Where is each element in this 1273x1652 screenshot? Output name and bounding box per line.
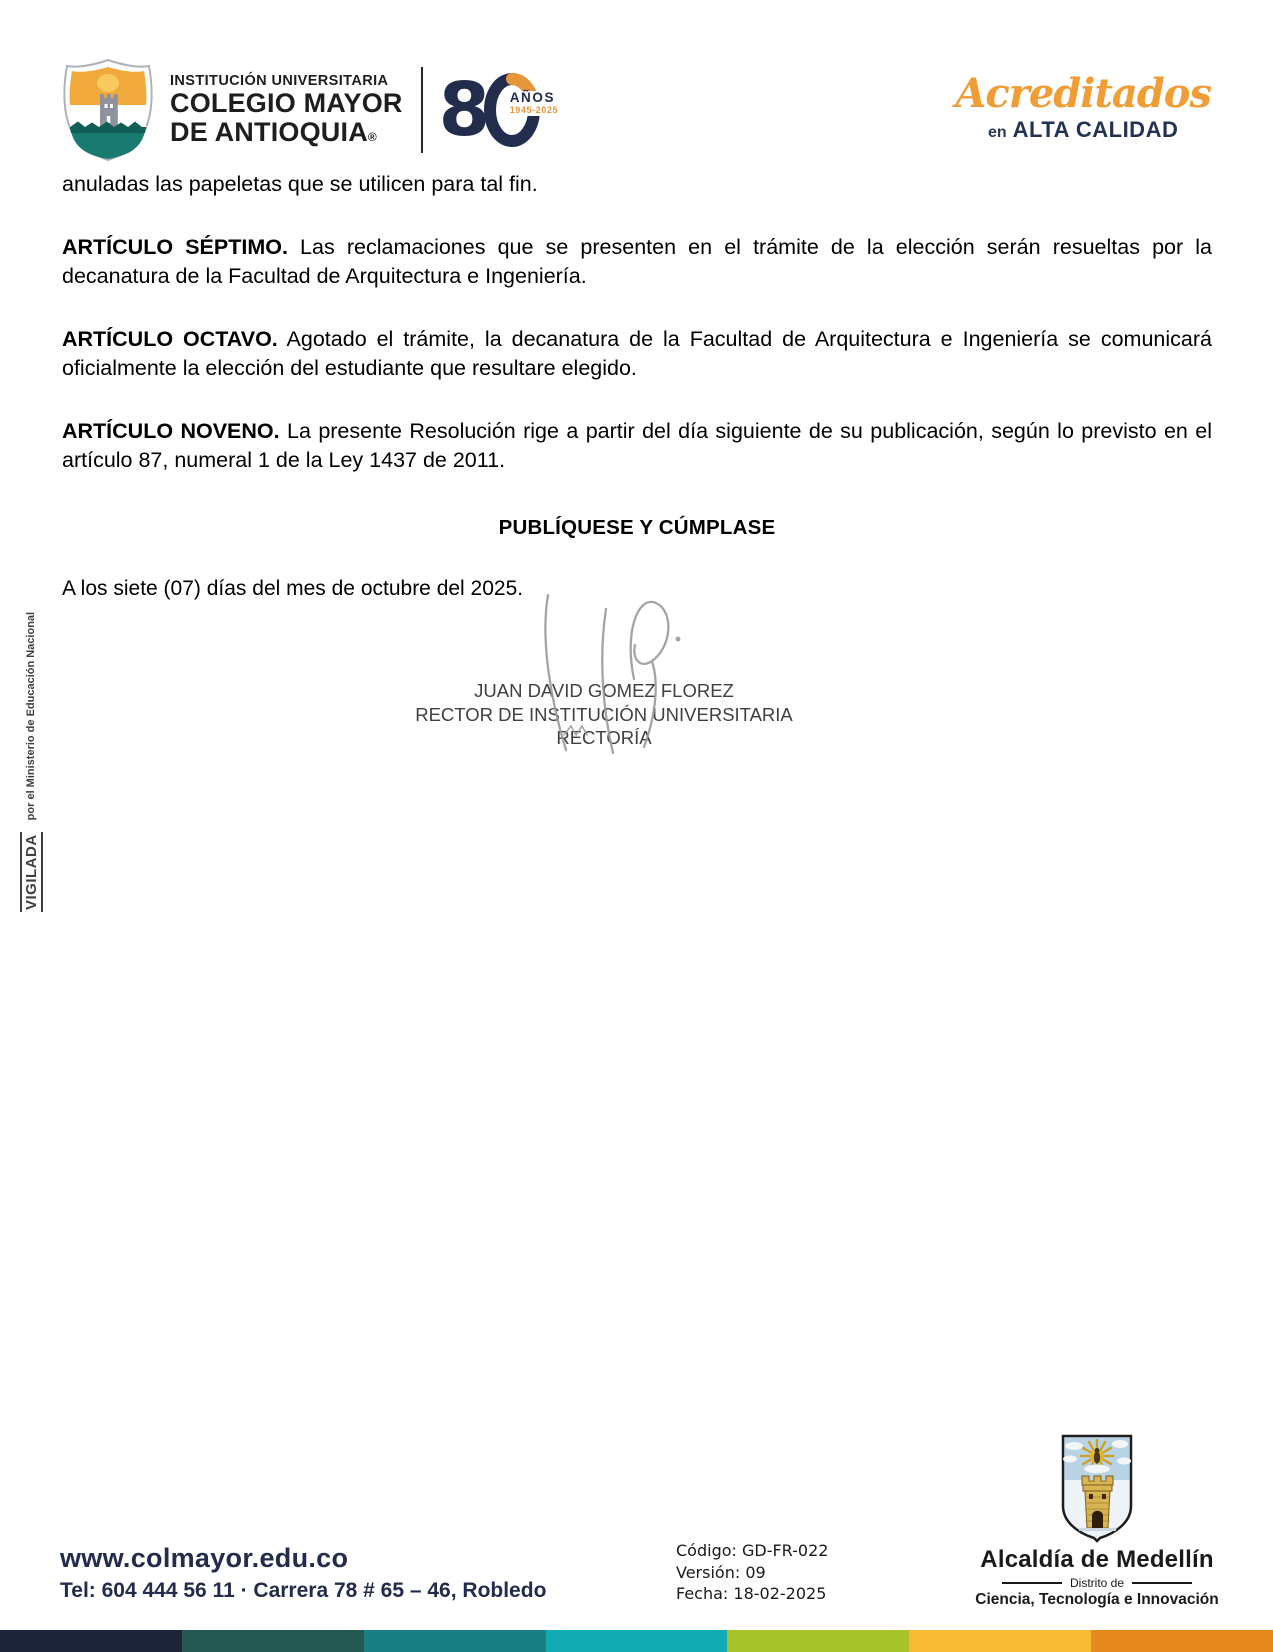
date-line: A los siete (07) días del mes de octubre del 2025.: [62, 577, 524, 600]
accreditation-badge: [955, 70, 1211, 143]
badge-digit-8: 8: [438, 67, 491, 153]
articulo-septimo-label: ARTÍCULO SÉPTIMO.: [62, 235, 288, 259]
institution-name-line2: DE ANTIOQUIA: [170, 117, 368, 147]
doc-date: Fecha: 18-02-2025: [676, 1584, 827, 1603]
district-name: Ciencia, Tecnología e Innovación: [975, 1591, 1219, 1608]
accreditation-label: ALTA CALIDAD: [1012, 117, 1179, 142]
articulo-noveno-label: ARTÍCULO NOVENO.: [62, 419, 280, 443]
color-bar-segment: [1091, 1630, 1273, 1652]
footer-color-bar: [0, 1630, 1273, 1652]
color-bar-segment: [727, 1630, 909, 1652]
doc-version: Versión: 09: [676, 1562, 766, 1582]
signer-office: RECTORÍA: [556, 727, 652, 748]
accreditation-script: Acreditados: [955, 70, 1211, 117]
institution-name-line1: COLEGIO MAYOR: [170, 88, 403, 119]
institution-type: INSTITUCIÓN UNIVERSITARIA: [170, 73, 389, 90]
color-bar-segment: [546, 1630, 728, 1652]
signer-title: RECTOR DE INSTITUCIÓN UNIVERSITARIA: [415, 703, 793, 725]
signature-block: [415, 679, 793, 750]
paragraph-articulo-septimo: ARTÍCULO SÉPTIMO. Las reclamaciones que se presenten en el trámite de la elección serán resueltas por la decanatura de la Facultad de Arquitectura e Ingeniería.: [62, 235, 1212, 288]
vigilada-label: VIGILADA: [20, 832, 43, 912]
website-url: www.colmayor.edu.co: [60, 1543, 349, 1573]
colmayor-logo: [58, 58, 559, 162]
institution-name: [170, 73, 403, 146]
accreditation-prefix: en: [988, 124, 1007, 141]
80-years-badge: [438, 65, 559, 155]
color-bar-segment: [364, 1630, 546, 1652]
color-bar-segment: [909, 1630, 1091, 1652]
phone-address-line: Tel: 604 444 56 11 · Carrera 78 # 65 – 46, Robledo: [60, 1579, 547, 1602]
vigilada-text: por el Ministerio de Educación Nacional: [25, 611, 37, 821]
anniversary-years: 1945-2025: [509, 104, 559, 115]
document-control-block: [676, 1540, 828, 1605]
registered-trademark: ®: [367, 130, 377, 144]
paragraph-articulo-noveno: ARTÍCULO NOVENO. La presente Resolución rige a partir del día siguiente de su publicación, según lo previsto en el artículo 87, numeral 1 de la Ley 1437 de 2011.: [62, 419, 1213, 472]
paragraph-articulo-octavo: ARTÍCULO OCTAVO. Agotado el trámite, la decanatura de la Facultad de Arquitectura e Ingeniería se comunicará oficialmente la elección del estudiante que resultare elegido.: [62, 327, 1212, 380]
paragraph-continuation: anuladas las papeletas que se utilicen para tal fin.: [62, 172, 538, 196]
doc-code: Código: GD-FR-022: [676, 1541, 829, 1560]
color-bar-segment: [182, 1630, 364, 1652]
proclamation-line: PUBLÍQUESE Y CÚMPLASE: [498, 516, 776, 539]
anniversary-label: AÑOS: [509, 90, 556, 105]
district-rule-left: [1002, 1582, 1062, 1584]
logo-divider: [421, 67, 423, 153]
footer-contact-block: [60, 1543, 546, 1603]
district-rule-right: [1132, 1582, 1192, 1584]
signer-name: JUAN DAVID GOMEZ FLOREZ: [474, 680, 734, 701]
articulo-octavo-label: ARTÍCULO OCTAVO.: [62, 327, 278, 351]
medellin-title: Alcaldía de Medellín: [980, 1546, 1214, 1573]
medellin-crest-icon: [1058, 1432, 1136, 1544]
color-bar-segment: [0, 1630, 182, 1652]
medellin-logo-block: [947, 1432, 1247, 1609]
district-prefix: Distrito de: [1069, 1576, 1125, 1590]
colmayor-shield-icon: [58, 58, 158, 162]
document-body: [62, 170, 1212, 750]
vigilada-rail: [16, 611, 46, 912]
